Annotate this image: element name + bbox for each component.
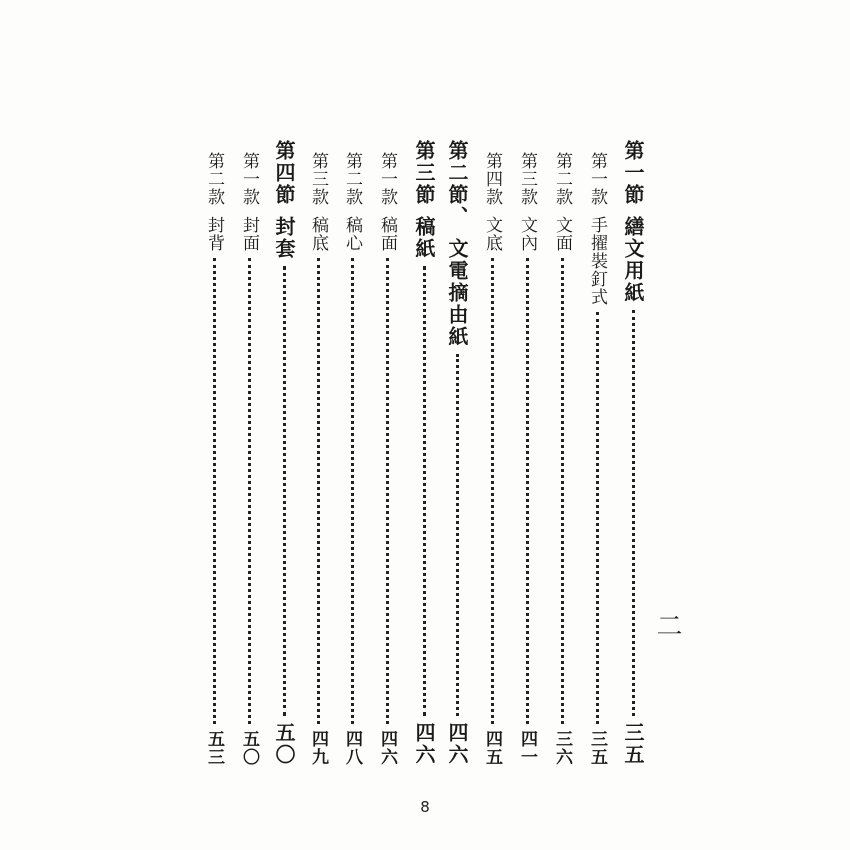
toc-entry-title: 稿紙 <box>412 216 436 260</box>
dot-leader <box>386 258 389 724</box>
toc-entry-page: 三五 <box>587 730 607 766</box>
toc-entry-title: 封面 <box>239 216 259 252</box>
toc-entry[interactable] <box>479 152 505 766</box>
toc-entry-title: 封背 <box>204 216 224 252</box>
toc-entry-page: 四六 <box>412 722 436 766</box>
dot-leader <box>351 258 354 724</box>
toc-entry-label: 第四節 <box>272 140 296 206</box>
toc-entry-title: 繕文用紙 <box>621 216 645 304</box>
dot-leader <box>526 258 529 724</box>
toc-entry-label: 第二節、 <box>445 140 469 228</box>
toc-entry-title: 文內 <box>517 216 537 252</box>
dot-leader <box>456 354 459 716</box>
toc-entry-title: 稿底 <box>308 216 328 252</box>
toc-entry-page: 五三 <box>204 730 224 766</box>
toc-entry-title: 文底 <box>482 216 502 252</box>
toc-entry-label: 第三款 <box>308 152 328 206</box>
toc-entry[interactable] <box>236 152 262 766</box>
toc-entry-page: 三五 <box>621 722 645 766</box>
toc-entry[interactable] <box>374 152 400 766</box>
dot-leader <box>317 258 320 724</box>
toc-entry-label: 第一款 <box>377 152 397 206</box>
toc-entry-page: 四八 <box>342 730 362 766</box>
dot-leader <box>596 312 599 724</box>
toc-entry-label: 第一節 <box>621 140 645 206</box>
toc-entry[interactable] <box>549 152 575 766</box>
toc-entry-label: 第三節 <box>412 140 436 206</box>
toc-entry-label: 第二款 <box>342 152 362 206</box>
toc-entry-title: 稿心 <box>342 216 362 252</box>
dot-leader <box>491 258 494 724</box>
chapter-marker: 二 <box>652 612 682 638</box>
toc-entry-title: 文面 <box>552 216 572 252</box>
dot-leader <box>423 266 426 716</box>
toc-entry-label: 第二款 <box>552 152 572 206</box>
toc-entry-title: 封套 <box>272 216 296 260</box>
toc-entry[interactable] <box>305 152 331 766</box>
toc-entry-page: 四六 <box>445 722 469 766</box>
toc-entry[interactable] <box>271 140 297 766</box>
toc-entry[interactable] <box>514 152 540 766</box>
dot-leader <box>248 258 251 724</box>
dot-leader <box>213 258 216 724</box>
dot-leader <box>632 310 635 716</box>
toc-entry-title: 手擢裝釘式 <box>587 216 607 306</box>
page-number: 8 <box>420 798 430 816</box>
toc-entry[interactable] <box>339 152 365 766</box>
toc-entry-title: 稿面 <box>377 216 397 252</box>
toc-entry[interactable] <box>584 152 610 766</box>
toc-entry-title: 文電摘由紙 <box>445 238 469 348</box>
toc-entry-page: 四九 <box>308 730 328 766</box>
toc-entry[interactable] <box>620 140 646 766</box>
toc-entry[interactable] <box>444 140 470 766</box>
toc-entry-label: 第一款 <box>239 152 259 206</box>
dot-leader <box>561 258 564 724</box>
toc-entry[interactable] <box>411 140 437 766</box>
toc-entry-label: 第三款 <box>517 152 537 206</box>
toc-entry-page: 五〇 <box>239 730 259 766</box>
toc-entry-label: 第四款 <box>482 152 502 206</box>
toc-entry-page: 四六 <box>377 730 397 766</box>
toc-entry-label: 第二款 <box>204 152 224 206</box>
toc-entry-page: 四五 <box>482 730 502 766</box>
dot-leader <box>283 266 286 716</box>
toc-entry[interactable] <box>201 152 227 766</box>
toc-entry-page: 五〇 <box>272 722 296 766</box>
toc-entry-page: 四一 <box>517 730 537 766</box>
toc-entry-label: 第一款 <box>587 152 607 206</box>
toc-entry-page: 三六 <box>552 730 572 766</box>
